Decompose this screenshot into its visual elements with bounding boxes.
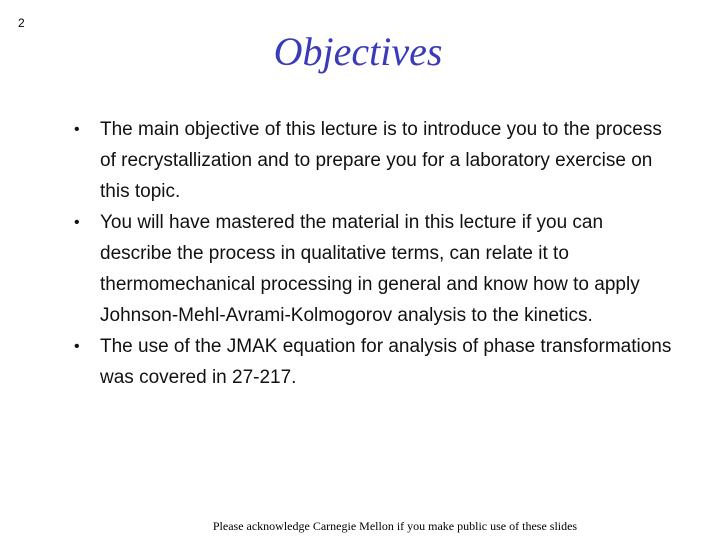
bullet-marker-icon: • — [74, 338, 80, 355]
page-number: 2 — [18, 16, 25, 30]
bullet-item — [72, 331, 672, 393]
bullet-marker-icon: • — [74, 121, 80, 138]
bullet-item — [72, 114, 672, 207]
bullet-list — [72, 114, 672, 393]
bullet-text: You will have mastered the material in this lecture if you can describe the process in qualitative terms, can relate it to thermomechanical processing in general and know how to apply Johnson-Mehl-Avrami-Kolmogorov analysis to the kinetics. — [100, 212, 640, 326]
bullet-marker-icon: • — [74, 214, 80, 231]
slide-footer: Please acknowledge Carnegie Mellon if you make public use of these slides — [212, 519, 578, 533]
bullet-text: The main objective of this lecture is to introduce you to the process of recrystallization and to prepare you for a laboratory exercise on this topic. — [100, 119, 662, 202]
bullet-item — [72, 207, 672, 331]
bullet-text: The use of the JMAK equation for analysis of phase transformations was covered in 27-217. — [100, 336, 672, 388]
slide-title: Objectives — [273, 29, 443, 74]
